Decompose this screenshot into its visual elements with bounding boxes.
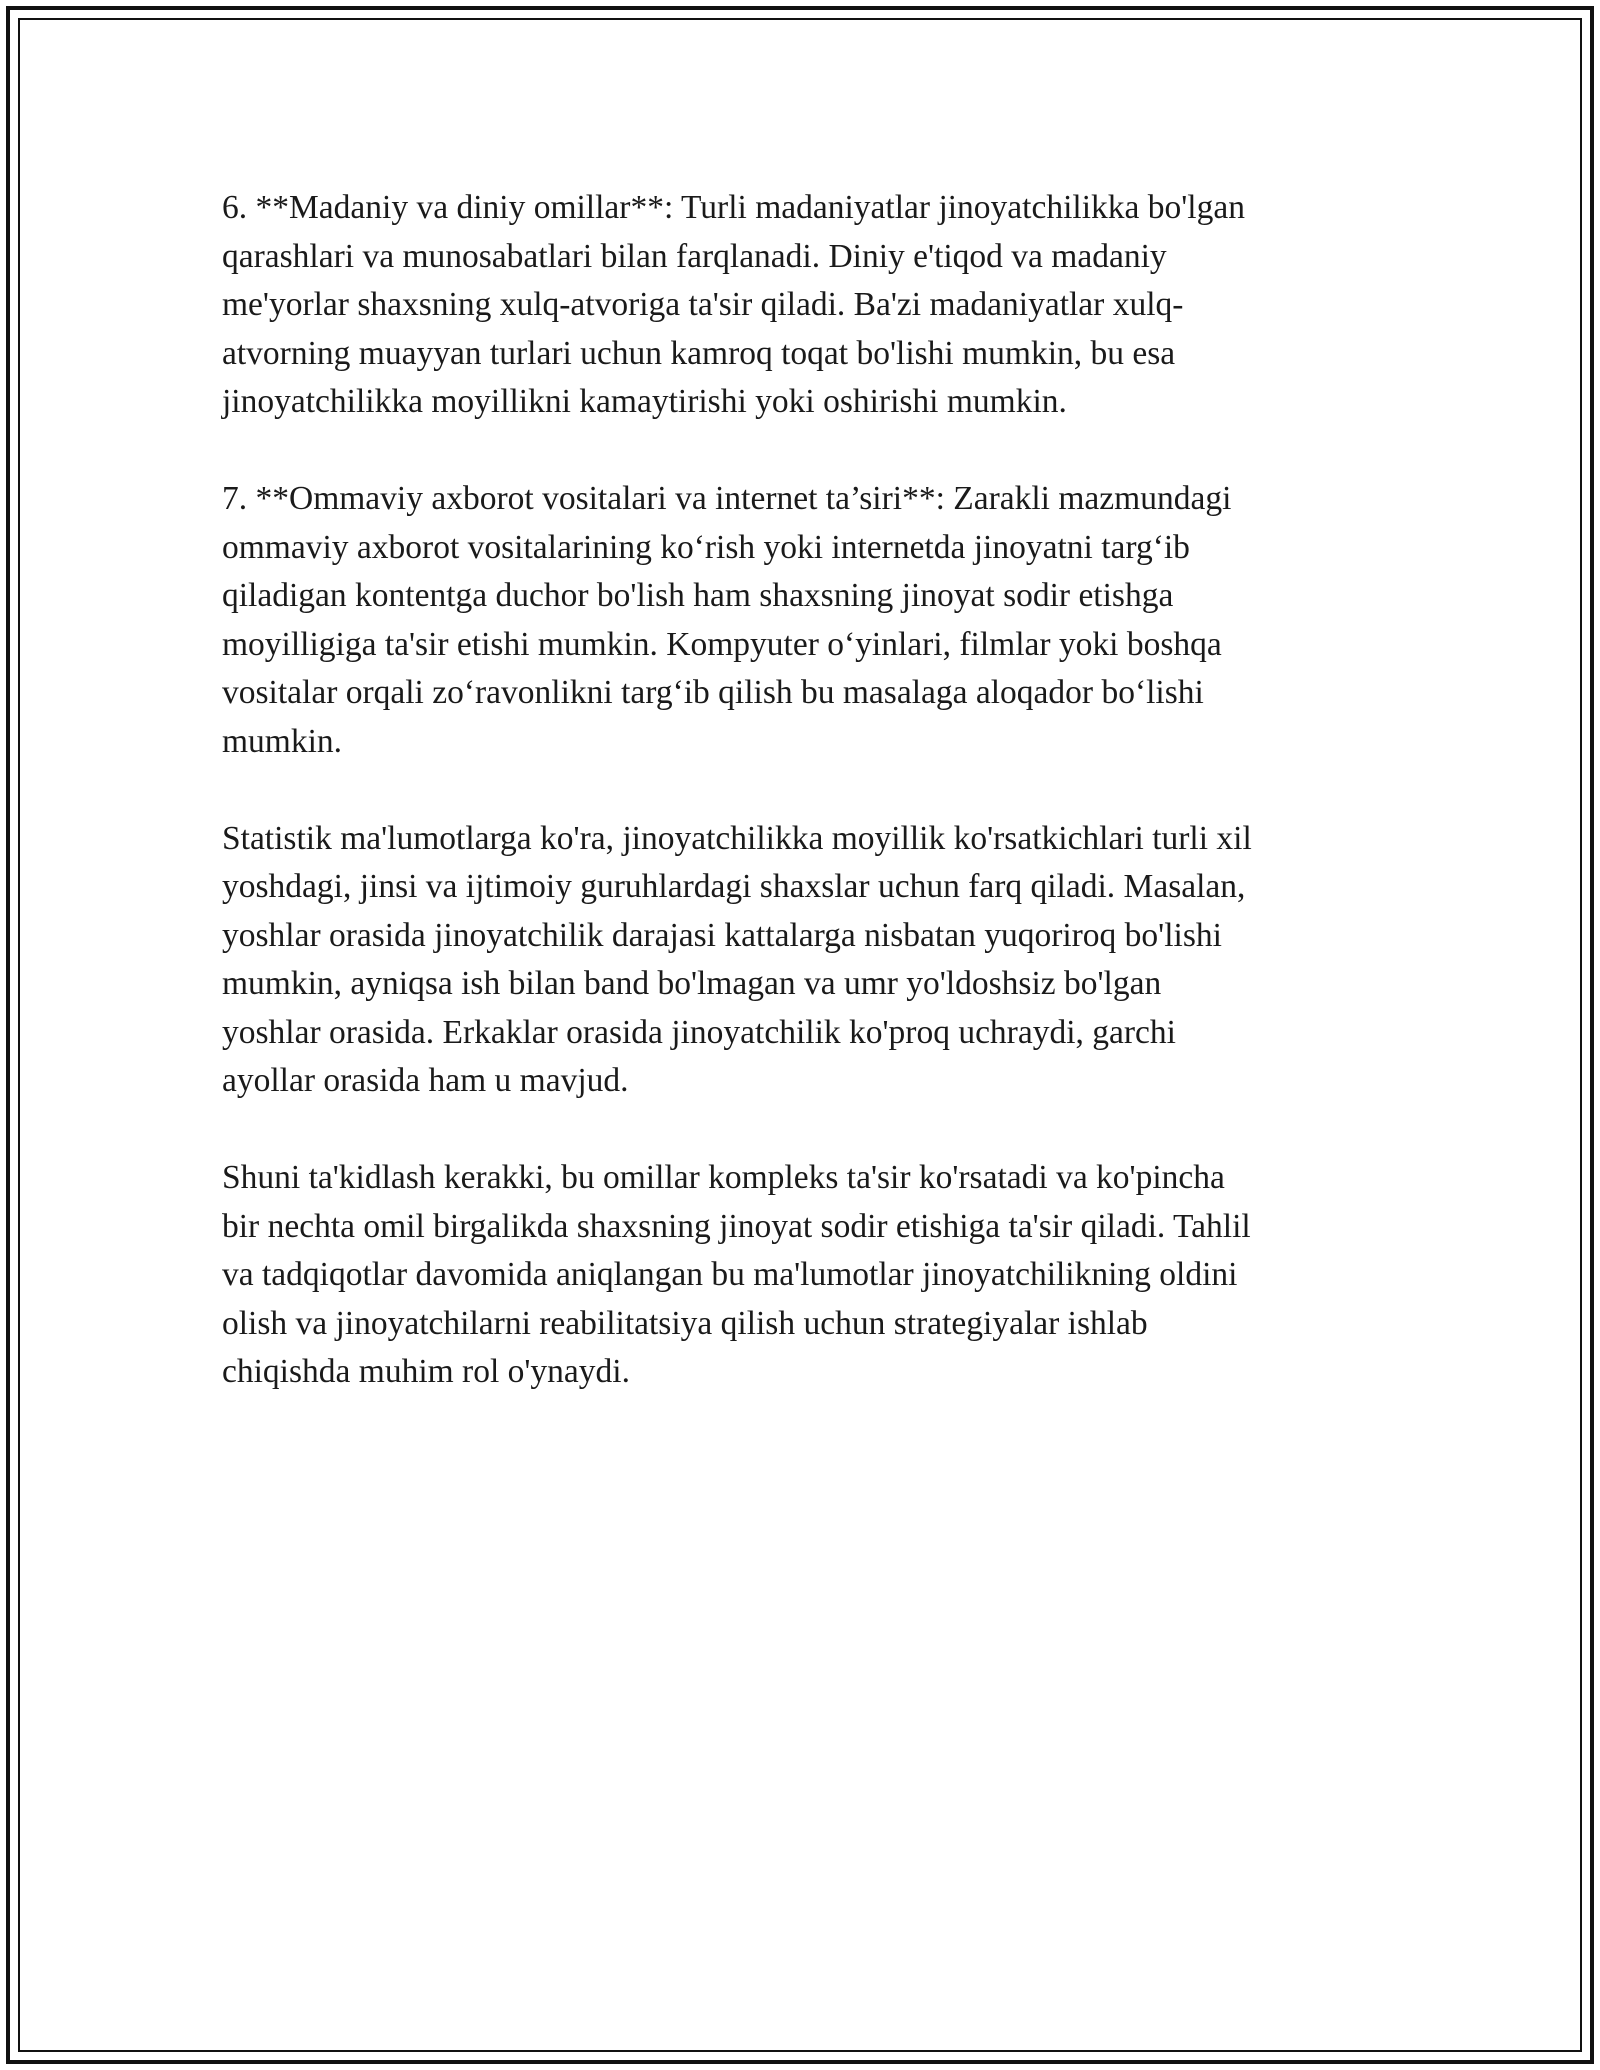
text-line: vositalar orqali zo‘ravonlikni targ‘ib qilish bu masalaga aloqador bo‘lishi <box>222 674 1204 711</box>
paragraph-media-internet-influence <box>222 475 1372 766</box>
text-line: mumkin. <box>222 722 343 760</box>
text-line: jinoyatchilikka moyillikni kamaytirishi yoki oshirishi mumkin. <box>222 383 1067 420</box>
text-line: atvorning muayyan turlari uchun kamroq toqat bo'lishi mumkin, bu esa <box>222 334 1176 372</box>
text-line: olish va jinoyatchilarni reabilitatsiya qilish uchun strategiyalar ishlab <box>222 1304 1148 1342</box>
text-line: chiqishda muhim rol o'ynaydi. <box>222 1353 630 1390</box>
text-line: me'yorlar shaxsning xulq-atvoriga ta'sir qiladi. Ba'zi madaniyatlar xulq- <box>222 286 1184 323</box>
paragraph-cultural-religious-factors <box>222 184 1372 427</box>
text-line: bir nechta omil birgalikda shaxsning jinoyat sodir etishiga ta'sir qiladi. Tahlil <box>222 1207 1251 1245</box>
paragraph-statistics <box>222 815 1372 1106</box>
paragraph-conclusion <box>222 1154 1372 1397</box>
text-line: qiladigan kontentga duchor bo'lish ham shaxsning jinoyat sodir etishga <box>222 577 1174 614</box>
text-line: qarashlari va munosabatlari bilan farqlanadi. Diniy e'tiqod va madaniy <box>222 237 1167 275</box>
text-line: Shuni ta'kidlash kerakki, bu omillar kompleks ta'sir ko'rsatadi va ko'pincha <box>222 1159 1225 1196</box>
text-line: yoshlar orasida. Erkaklar orasida jinoyatchilik ko'proq uchraydi, garchi <box>222 1013 1176 1051</box>
text-line: va tadqiqotlar davomida aniqlangan bu ma'lumotlar jinoyatchilikning oldini <box>222 1256 1238 1293</box>
text-line: Statistik ma'lumotlarga ko'ra, jinoyatchilikka moyillik ko'rsatkichlari turli xil <box>222 819 1252 857</box>
text-line: yoshlar orasida jinoyatchilik darajasi kattalarga nisbatan yuqoriroq bo'lishi <box>222 916 1222 954</box>
text-line: 6. **Madaniy va diniy omillar**: Turli madaniyatlar jinoyatchilikka bo'lgan <box>222 189 1245 226</box>
document-body <box>222 184 1372 1445</box>
text-line: moyilligiga ta'sir etishi mumkin. Kompyuter o‘yinlari, filmlar yoki boshqa <box>222 625 1222 663</box>
text-line: 7. **Ommaviy axborot vositalari va internet ta’siri**: Zarakli mazmundagi <box>222 480 1232 517</box>
text-line: ayollar orasida ham u mavjud. <box>222 1062 629 1099</box>
text-line: ommaviy axborot vositalarining ko‘rish yoki internetda jinoyatni targ‘ib <box>222 528 1190 566</box>
text-line: yoshdagi, jinsi va ijtimoiy guruhlardagi shaxslar uchun farq qiladi. Masalan, <box>222 868 1246 905</box>
text-line: mumkin, ayniqsa ish bilan band bo'lmagan va umr yo'ldoshsiz bo'lgan <box>222 965 1162 1002</box>
